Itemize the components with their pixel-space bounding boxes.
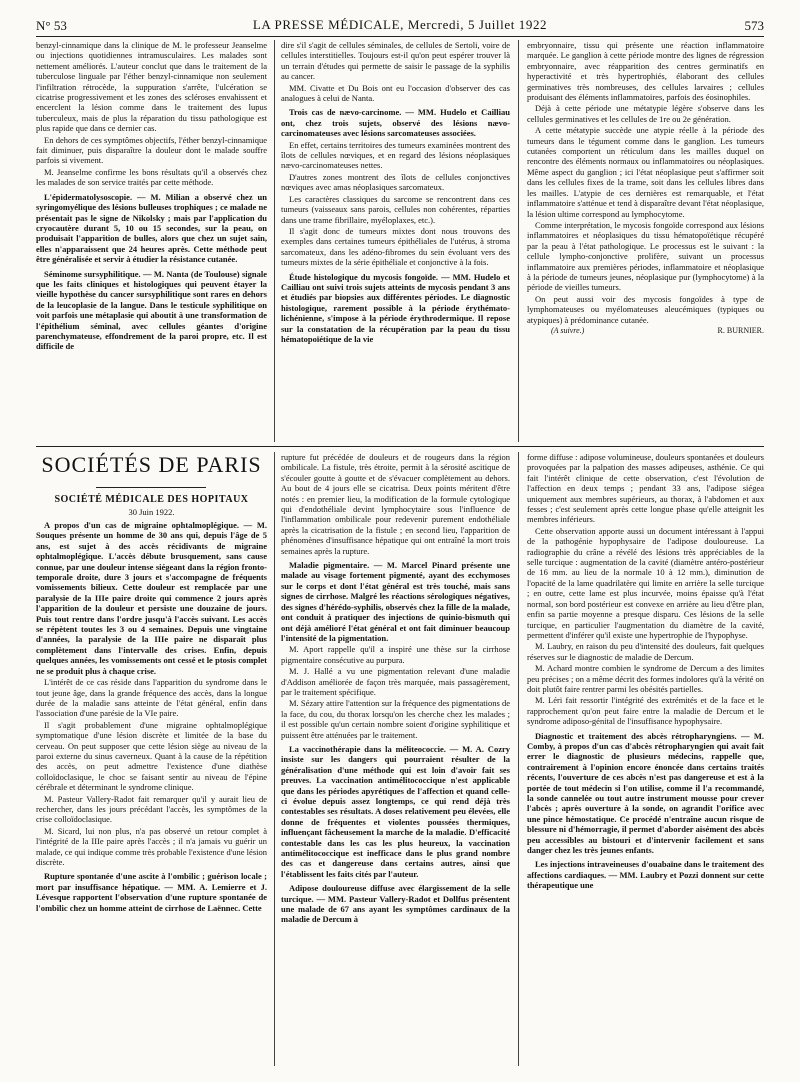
- paragraph: M. Achard montre combien le syndrome de Dercum a des limites peu précises ; on a même décrit des formes indolores qu'à la vérité on doit plutôt faire rentrer parmi les obésités partielles.: [527, 663, 764, 694]
- section-paragraph: L'épidermatolysoscopie. — M. Milian a observé chez un syringomyélique des lésions bulleuses trophiques ; ce malade ne présentait pas le signe de Nikolsky ; mais par l'application du cryocautère durant 5, 10 ou 15 secondes, sur la peau, on produisait l'apparition de bulles, alors que chez un sujet sain, elles n'apparaissent que 24 heures après. Cette méthode peut être généralisée et servir à étudier la résistance cutanée.: [36, 191, 267, 265]
- paragraph: MM. Civatte et Du Bois ont eu l'occasion d'observer des cas analogues à celui de Nanta.: [281, 82, 510, 104]
- top-column-3: [527, 40, 764, 442]
- issue-number: N° 53: [36, 18, 67, 33]
- page-number: 573: [744, 18, 764, 33]
- section-paragraph: Maladie pigmentaire. — M. Marcel Pinard présente une malade au visage fortement pigmenté, ayant des ecchymoses sur le corps et dont l'état général est très touché, mais sans signes de cirrhose. Malgré les réactions sérologiques négatives, des signes d'hérédo-syphilis, observés chez la fille de la malade, ont conduit à pratiquer des injections de quinio-bismuth qui ont déjà amélioré l'état général et ont fait diminuer beaucoup l'intensité de la pigmentation.: [281, 560, 510, 643]
- paragraph: M. Léri fait ressortir l'intégrité des extrémités et de la face et le rapprochement qu'on peut faire entre la maladie de Dercum et le syndrome adiposo-génital de l'insuffisance hypophysaire.: [527, 695, 764, 727]
- paragraph: benzyl-cinnamique dans la clinique de M. le professeur Jeanselme ou injections quotidiennes intramusculaires. Les malades sont nettement améliorés. L'auteur conclut que dans le traitement de la tuberculose linguale par l'éther benzyl-cinnamique non seulement l'infiltration rétrocède, la suppuration s'arrête, l'ulcération se cicatrise progressivement et les zones des scléroses envahissent et encerclent la lésion comme dans le traitement des lupus tuberculeux, mais de plus la réparation du tissu pathologique est plus rapide que dans ce dernier cas.: [36, 40, 267, 134]
- paragraph: Il s'agit probablement d'une migraine ophtalmoplégique symptomatique d'une lésion discrète et limitée de la base du cerveau. On peut supposer que cette lésion siège au niveau de la paroi externe du sinus caverneux. Quant à la cause de la répétition des accès, on peut admettre l'existence d'une diathèse colloïdoclasique, le choc se faisant sentir au niveau de l'épine cérébrale et déterminant le syndrome clinique.: [36, 719, 267, 793]
- paragraph: M. Sicard, lui non plus, n'a pas observé un retour complet à l'intégrité de la IIIe paire après l'accès ; il n'a jamais vu guérir un malade, ce qui indique comme très probable l'existence d'une lésion discrète.: [36, 825, 267, 867]
- top-column-2: [281, 40, 510, 442]
- paragraph: M. Sézary attire l'attention sur la fréquence des pigmentations de la face, du cou, du thorax lorsqu'on les cherche chez les malades ; il est possible qu'un certain nombre soient d'origine syphilitique et puissent être atténuées par le traitement.: [281, 698, 510, 740]
- society-name: SOCIÉTÉ MÉDICALE DES HOPITAUX: [54, 494, 249, 505]
- paragraph: Déjà à cette période une métatypie légère s'observe dans les cellules germinatives et les cellules de 1re ou 2e génération.: [527, 103, 764, 124]
- section-paragraph: A propos d'un cas de migraine ophtalmoplégique. — M. Souques présente un homme de 30 ans qui, depuis l'âge de 5 ans, est sujet à des accès récidivants de migraine ophtalmoplégique. L'accès débute brusquement, sans cause connue, par une douleur intense siégeant dans la région fronto-temporale droite, dure 3 jours et s'accompagne de fréquents vomissements bilieux. Cette douleur est remplacée par une paralysie de la IIIe paire droite qui commence 2 jours après l'apparition de la douleur et persiste une douzaine de jours. Puis tout rentre dans l'ordre jusqu'à l'accès suivant. Les accès se répètent toutes les 3 ou 4 semaines. Depuis une vingtaine d'années, la paralysie de la IIIe paire ne disparaît plus complètement dans l'intervalle des crises. Enfin, depuis quelques années, les vomissements ont cessé et le ptosis complet ne se produit plus à chaque crise.: [36, 520, 267, 676]
- author-signature: R. BURNIER.: [717, 325, 764, 335]
- page-header: [36, 10, 764, 37]
- paragraph: forme diffuse : adipose volumineuse, douleurs spontanées et douleurs provoquées par la palpation des masses adipeuses, asthénie. Ce qui fait l'intérêt clinique de cette observation, c'est l'évolution de l'affection en deux temps ; pendant 33 ans, l'adipose siégea uniquement aux membres supérieurs, au thorax, à l'abdomen et aux fesses ; c'est seulement après cette longue phase qu'elle atteignit les membres inférieurs.: [527, 452, 764, 525]
- paragraph: En dehors de ces symptômes objectifs, l'éther benzyl-cinnamique fait diminuer, puis disparaître la douleur dont le malade souffre parfois si vivement.: [36, 134, 267, 166]
- section-paragraph: Diagnostic et traitement des abcès rétropharyngiens. — M. Comby, à propos d'un cas d'abcès rétropharyngien qui avait fait errer le diagnostic de plusieurs médecins, rappelle que, contrairement à l'opinion encore énoncée dans certains traités récents, l'ouverture de ces abcès n'est pas dangereuse et est à la portée de tout médecin si l'on utilise, comme il l'a recommandé, la sonde cannelée ou tout autre instrument mousse pour crever l'abcès ; après ouverture à la sonde, on agrandit l'orifice avec une pince hémostatique. Ce procédé n'entraîne aucun risque de blessure ni d'hémorragie, il permet d'aborder aisément des abcès peu accessibles au bistouri et d'intervenir facilement et sans danger chez les très jeunes enfants.: [527, 730, 764, 856]
- bottom-column-3: [527, 452, 764, 1066]
- section-paragraph: Adipose douloureuse diffuse avec élargissement de la selle turcique. — MM. Pasteur Vallery-Radot et Dollfus présentent une malade de 67 ans ayant les symptômes cardinaux de la maladie de Dercum à: [281, 883, 510, 925]
- paragraph: M. Pasteur Vallery-Radot fait remarquer qu'il y aurait lieu de rechercher, dans les jours précédant l'accès, les symptômes de la crise colloïdoclasique.: [36, 793, 267, 825]
- paragraph: M. Aport rappelle qu'il a inspiré une thèse sur la cirrhose pigmentaire consécutive au purpura.: [281, 644, 510, 665]
- column-divider: [274, 40, 275, 442]
- section-paragraph: Les injections intraveineuses d'ouabaïne dans le traitement des affections cardiaques. — MM. Laubry et Pozzi donnent sur cette thérapeutique une: [527, 859, 764, 891]
- bottom-column-1: [36, 520, 267, 1066]
- title-rule: [96, 487, 206, 488]
- bottom-column-2: [281, 452, 510, 1066]
- column-divider: [274, 452, 275, 1066]
- paragraph: embryonnaire, tissu qui présente une réaction inflammatoire marquée. Le ganglion à cette période montre des lignes de régression embryonnaire, avec réapparition des centres germinatifs en hyperactivité et très hypertrophiés, élaborant des cellules germinatives très nombreuses, des cellules larvaires ; cellules produisant des éléments inflammatoires, parfois des éosinophiles.: [527, 40, 764, 103]
- section-paragraph: Séminome sursyphilitique. — M. Nanta (de Toulouse) signale que les faits cliniques et histologiques qui peuvent étayer la vieille hypothèse du cancer sursyphilitique sont rares en dehors de la leucoplasie de la langue. Dans le testicule syphilitique on voit parfois une métaplasie qui aboutit à une transformation de l'épithélium séminal, avec cellules géantes d'origine parenchymateuse, effondrement de la paroi propre, etc. Il est difficile de: [36, 268, 267, 352]
- paragraph: Il s'agit donc de tumeurs mixtes dont nous trouvons des exemples dans certaines tumeurs épithéliales de l'utérus, à stroma sarcomateux, dans les adéno-fibromes du sein évoluant vers des tumeurs mixtes de la série épithéliale et conjonctive à la fois.: [281, 225, 510, 268]
- column-divider: [518, 40, 519, 442]
- section-title: SOCIÉTÉS DE PARIS: [41, 452, 262, 477]
- continuation-note: (A suivre.): [551, 325, 585, 335]
- paragraph: rupture fut précédée de douleurs et de rougeurs dans la région ombilicale. La fistule, très étroite, permit à la sérosité ascitique de s'écouler goutte à goutte et de s'évacuer complètement au dehors. Au bout de 4 jours elle se cicatrisa. Deux points méritent d'être notés : en premier lieu, la modification de la formule cytologique qui d'endothéliale devint lymphocytaire sous l'influence de l'inflammation ombilicale pour redevenir purement endothéliale après la cicatrisation de la fistule ; en second lieu, l'apparition de phénomènes d'insuffisance hépatique qui ont entraîné la mort trois semaines après la rupture.: [281, 452, 510, 556]
- session-date: 30 Juin 1922.: [128, 507, 175, 517]
- paragraph: M. J. Hallé a vu une pigmentation relevant d'une maladie d'Addison améliorée de façon très marquée, mais passagèrement, par le traitement spécifique.: [281, 666, 510, 697]
- paragraph: dire s'il s'agit de cellules séminales, de cellules de Sertoli, voire de cellules interstitielles. Toujours est-il qu'on peut espérer trouver là un terrain d'études qui permette de saisir le passage de la syphilis au cancer.: [281, 40, 510, 82]
- column-divider: [518, 452, 519, 1066]
- journal-title: LA PRESSE MÉDICALE, Mercredi, 5 Juillet 1922: [252, 17, 548, 32]
- paragraph: Comme interprétation, le mycosis fongoïde correspond aux lésions inflammatoires et néoplasiques du tissu hématopoïétique récupéré par la peau à l'état pathologique. Le processus est le suivant : la cellule lympho-conjonctive prolifère, suivant un processus inflammatoire aux premières périodes, inflammatoire et néoplasique à la période de tumeurs jeunes, néoplasique pur (lymphocytome) à la période de vieilles tumeurs.: [527, 219, 764, 293]
- paragraph: D'autres zones montrent des îlots de cellules conjonctives nœviques avec amas néoplasiques sarcomateux.: [281, 171, 510, 193]
- paragraph: On peut aussi voir des mycosis fongoïdes à type de lymphomateuses ou myélomateuses aleucémiques (typiques ou atypiques) à prédominance cutanée.: [527, 293, 764, 325]
- paragraph: L'intérêt de ce cas réside dans l'apparition du syndrome dans le tout jeune âge, dans la grande fréquence des accès, dans la longue durée de la maladie sans atteinte de l'état général, enfin dans l'association d'une parésie de la VIe paire.: [36, 677, 267, 719]
- paragraph: Les caractères classiques du sarcome se rencontrent dans ces tumeurs (vaisseaux sans parois, cellules non cohérentes, réparties dans une trame fibrillaire, myéloplaxes, etc.).: [281, 193, 510, 225]
- section-paragraph: Rupture spontanée d'une ascite à l'ombilic ; guérison locale ; mort par insuffisance hépatique. — MM. A. Lemierre et J. Lévesque rapportent l'observation d'une rupture spontanée de l'ombilic chez un homme atteint de cirrhose de Laënnec. Cette: [36, 871, 267, 913]
- signature-line: [527, 326, 764, 336]
- section-paragraph: La vaccinothérapie dans la méliteococcie. — M. A. Cozry insiste sur les dangers qui pourraient résulter de la généralisation d'une méthode qui est loin d'avoir fait ses preuves. La vaccination antimélitococcique n'est applicable que dans les périodes apyrétiques de l'affection et quand celle-ci évolue depuis assez longtemps, ce qui rend déjà très contestables ses résultats. A doses relativement peu élevées, elle donne de fréquentes et violentes poussées thermiques, influençant fâcheusement la marche de la maladie. D'efficacité contestable dans les cas les plus heureux, la vaccination antimélitococcique est inefficace dans le plus grand nombre des cas et dangereuse dans certains autres, ainsi que l'établissent les faits cités par l'auteur.: [281, 743, 510, 879]
- section-divider: [36, 446, 764, 447]
- paragraph: A cette métatypie succède une atypie réelle à la période des tumeurs dans le tégument comme dans le ganglion. Les tumeurs cutanées comportent un réticulum dans les mailles duquel on rencontre des éléments normaux ou inflammatoires ou néoplasiques. Même aspect du ganglion ; ici l'état néoplasique peut s'affirmer soit dans les cellules fixes de la trame, soit dans les cellules libres dans les mailles. L'atypie de ces dernières est remarquable, et l'état inflammatoire s'atténue et tend à disparaître devant l'état néoplasique, la lésion ultime correspond au lymphocytome.: [527, 125, 764, 219]
- paragraph: M. Jeanselme confirme les bons résultats qu'il a observés chez les malades de son service traités par cette méthode.: [36, 166, 267, 188]
- section-paragraph: Trois cas de nævo-carcinome. — MM. Hudelo et Cailliau ont, chez trois sujets, observé des lésions nævo-carcinomateuses avec lésions sarcomateuses associées.: [281, 107, 510, 139]
- top-column-1: [36, 40, 267, 442]
- paragraph: Cette observation apporte aussi un document intéressant à l'appui de la pathogénie hypophysaire de l'adipose douloureuse. La radiographie du crâne a révélé des lésions très appréciables de la selle turcique : augmentation de la cavité (diamètre antéro-postérieur de 16 mm. au lieu de la normale 10 à 12 mm.), diminution de l'opacité de la lame quadrilatère qui limite en arrière la selle turcique ; en outre, cette lame est plus incurvée, moins épaisse qu'à l'état normal, son bord postérieur est convexe en arrière au lieu d'être plan, enfin sa partie moyenne a presque disparu. Ces lésions de la selle turcique, en particulier l'augmentation du diamètre de la cavité, permettent d'inférer qu'il existe une hypertrophie de l'hypophyse.: [527, 525, 764, 640]
- paragraph: M. Laubry, en raison du peu d'intensité des douleurs, fait quelques réserves sur le diagnostic de maladie de Dercum.: [527, 641, 764, 662]
- paragraph: En effet, certains territoires des tumeurs examinées montrent des îlots de cellules nœviques, et en regard des lésions néoplasiques nævo-carcinomateuses nettes.: [281, 139, 510, 171]
- section-paragraph: Étude histologique du mycosis fongoïde. — MM. Hudelo et Cailliau ont suivi trois sujets atteints de mycosis pendant 3 ans et étudiés par biopsies aux différentes périodes. Le diagnostic histologique, rarement possible à la période érythémato-lichénienne, s'impose à la période érythrodermique. Il repose sur la constatation de la récupération par la peau du tissu hématopoïétique de la vie: [281, 271, 510, 344]
